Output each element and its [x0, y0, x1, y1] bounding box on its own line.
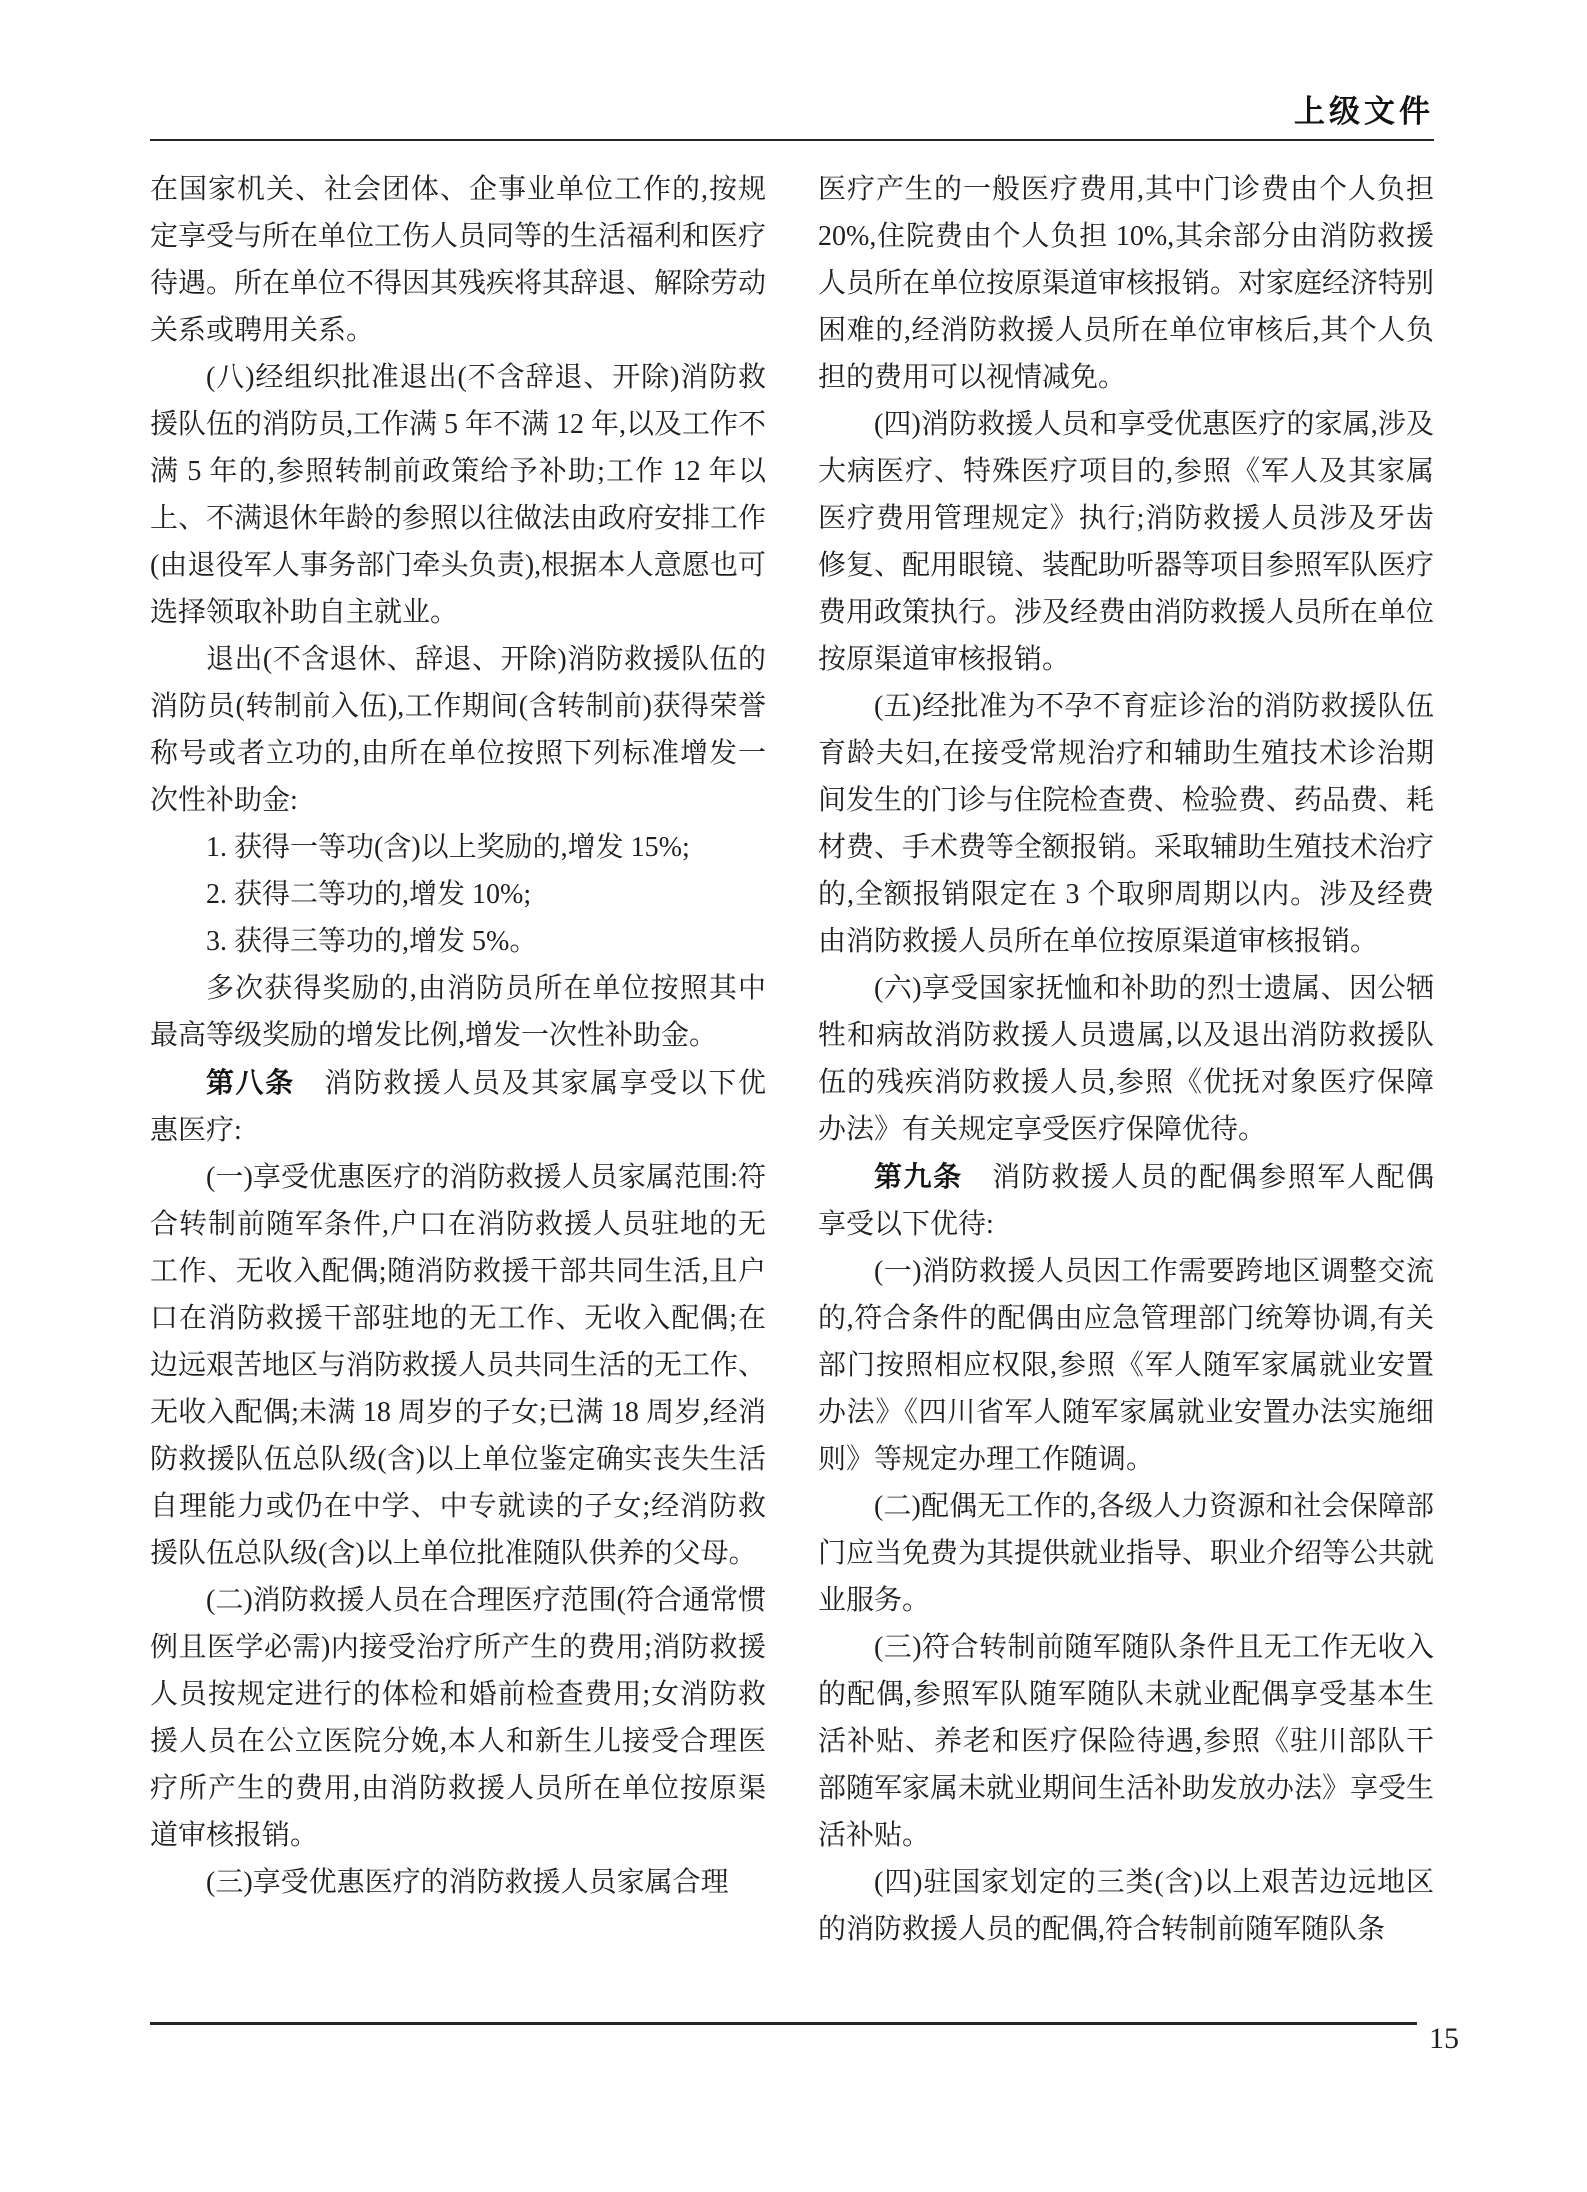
paragraph: (三)符合转制前随军随队条件且无工作无收入的配偶,参照军队随军随队未就业配偶享受基本生活补贴、养老和医疗保险待遇,参照《驻川部队干部随军家属未就业期间生活补助发放办法》享受生活补贴。 [818, 1632, 1435, 1851]
header-title: 上级文件 [1294, 94, 1434, 129]
page-number: 15 [1429, 2022, 1459, 2055]
header-rule [150, 139, 1434, 141]
paragraph: 退出(不含退休、辞退、开除)消防救援队伍的消防员(转制前入伍),工作期间(含转制前)获得荣誉称号或者立功的,由所在单位按照下列标准增发一次性补助金: [150, 644, 766, 816]
list-item: 2. 获得二等功的,增发 10%; [206, 879, 532, 910]
list-item: 3. 获得三等功的,增发 5%。 [206, 926, 538, 957]
text-columns [150, 166, 1434, 1953]
list-item: 1. 获得一等功(含)以上奖励的,增发 15%; [206, 832, 690, 863]
paragraph: (八)经组织批准退出(不含辞退、开除)消防救援队伍的消防员,工作满 5 年不满 12 年,以及工作不满 5 年的,参照转制前政策给予补助;工作 12 年以上、不满退休年龄的参照以往做法由政府安排工作(由退役军人事务部门牵头负责),根据本人意愿也可选择领取补助自主就业。 [150, 362, 767, 628]
paragraph: (五)经批准为不孕不育症诊治的消防救援队伍育龄夫妇,在接受常规治疗和辅助生殖技术诊治期间发生的门诊与住院检查费、检验费、药品费、耗材费、手术费等全额报销。采取辅助生殖技术治疗的,全额报销限定在 3 个取卵周期以内。涉及经费由消防救援人员所在单位按原渠道审核报销。 [818, 691, 1435, 957]
right-column [818, 166, 1434, 1953]
page-header [150, 94, 1434, 141]
article-9-label: 第九条 [874, 1161, 963, 1192]
article-8-label: 第八条 [206, 1067, 295, 1098]
paragraph: (二)消防救援人员在合理医疗范围(符合通常惯例且医学必需)内接受治疗所产生的费用;消防救援人员按规定进行的体检和婚前检查费用;女消防救援人员在公立医院分娩,本人和新生儿接受合理医疗所产生的费用,由消防救援人员所在单位按原渠道审核报销。 [150, 1585, 766, 1851]
article-9-text: 消防救援人员的配偶参照军人配偶享受以下优待: [818, 1162, 1434, 1240]
article-8-text: 消防救援人员及其家属享受以下优惠医疗: [150, 1068, 766, 1146]
paragraph: (三)享受优惠医疗的消防救援人员家属合理 [206, 1867, 729, 1898]
paragraph: (一)消防救援人员因工作需要跨地区调整交流的,符合条件的配偶由应急管理部门统筹协调,有关部门按照相应权限,参照《军人随军家属就业安置办法》《四川省军人随军家属就业安置办法实施细则》等规定办理工作随调。 [818, 1256, 1434, 1475]
paragraph: 在国家机关、社会团体、企事业单位工作的,按规定享受与所在单位工伤人员同等的生活福利和医疗待遇。所在单位不得因其残疾将其辞退、解除劳动关系或聘用关系。 [150, 174, 767, 346]
footer-rule [150, 2022, 1417, 2025]
paragraph: 多次获得奖励的,由消防员所在单位按照其中最高等级奖励的增发比例,增发一次性补助金。 [150, 973, 766, 1051]
paragraph: (六)享受国家抚恤和补助的烈士遗属、因公牺牲和病故消防救援人员遗属,以及退出消防救援队伍的残疾消防救援人员,参照《优抚对象医疗保障办法》有关规定享受医疗保障优待。 [818, 973, 1434, 1145]
article-8-paragraph [150, 1059, 766, 1154]
paragraph: (四)消防救援人员和享受优惠医疗的家属,涉及大病医疗、特殊医疗项目的,参照《军人及其家属医疗费用管理规定》执行;消防救援人员涉及牙齿修复、配用眼镜、装配助听器等项目参照军队医疗费用政策执行。涉及经费由消防救援人员所在单位按原渠道审核报销。 [818, 409, 1435, 675]
left-column [150, 166, 766, 1953]
article-9-paragraph [818, 1153, 1434, 1248]
paragraph: (四)驻国家划定的三类(含)以上艰苦边远地区的消防救援人员的配偶,符合转制前随军随队条 [818, 1867, 1434, 1945]
paragraph: (二)配偶无工作的,各级人力资源和社会保障部门应当免费为其提供就业指导、职业介绍等公共就业服务。 [818, 1491, 1435, 1616]
paragraph: (一)享受优惠医疗的消防救援人员家属范围:符合转制前随军条件,户口在消防救援人员驻地的无工作、无收入配偶;随消防救援干部共同生活,且户口在消防救援干部驻地的无工作、无收入配偶;在边远艰苦地区与消防救援人员共同生活的无工作、无收入配偶;未满 18 周岁的子女;已满 18 周岁,经消防救援队伍总队级(含)以上单位鉴定确实丧失生活自理能力或仍在中学、中专就读的子女;经消防救援队伍总队级(含)以上单位批准随队供养的父母。 [150, 1162, 767, 1569]
page-footer [150, 2015, 1459, 2054]
paragraph: 医疗产生的一般医疗费用,其中门诊费由个人负担 20%,住院费由个人负担 10%,其余部分由消防救援人员所在单位按原渠道审核报销。对家庭经济特别困难的,经消防救援人员所在单位审核后,其个人负担的费用可以视情减免。 [818, 174, 1435, 393]
